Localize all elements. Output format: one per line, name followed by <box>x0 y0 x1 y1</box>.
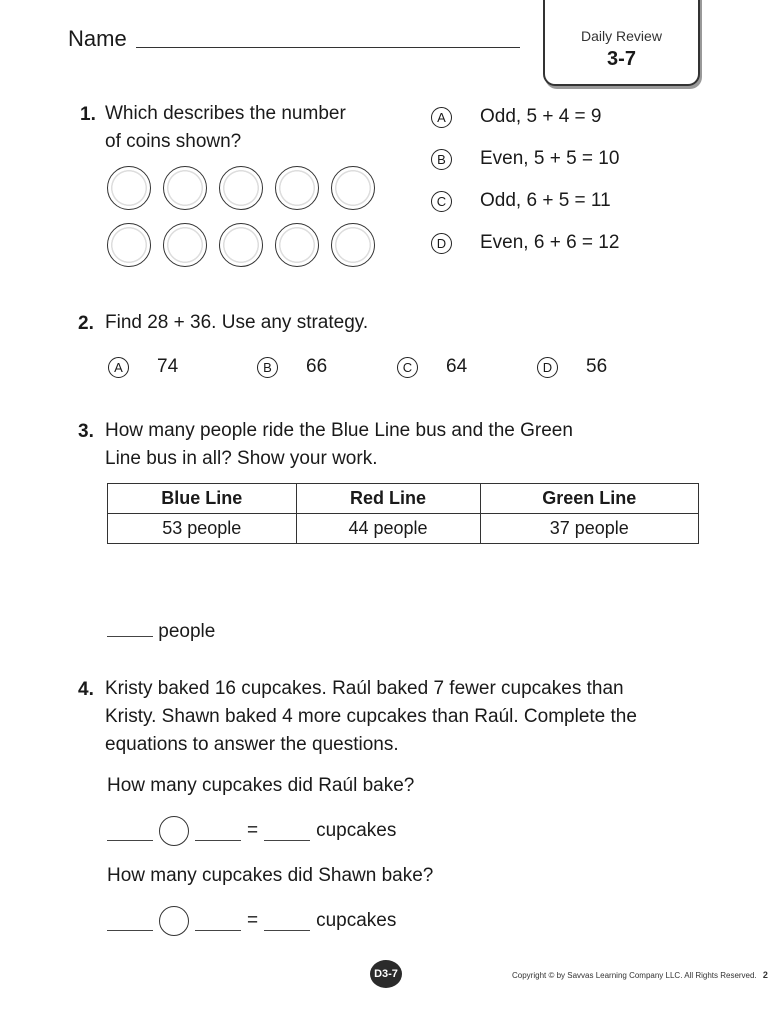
q4-subquestion-2: How many cupcakes did Shawn bake? <box>107 865 434 886</box>
question-1-line-2: of coins shown? <box>105 131 242 152</box>
q1-option-a[interactable] <box>431 106 601 128</box>
name-label: Name <box>68 26 127 51</box>
option-text: 66 <box>306 356 328 377</box>
option-text: 74 <box>157 356 179 377</box>
equation-blank[interactable] <box>264 822 310 841</box>
question-4-line-2: Kristy. Shawn baked 4 more cupcakes than Raúl. Complete the <box>105 706 637 727</box>
question-3-line-1: How many people ride the Blue Line bus and the Green <box>105 420 573 441</box>
question-3-number: 3. <box>78 421 94 442</box>
table-cell: 37 people <box>480 514 698 544</box>
equation-blank[interactable] <box>195 822 241 841</box>
q4-subquestion-1: How many cupcakes did Raúl bake? <box>107 775 415 796</box>
q1-option-d[interactable] <box>431 232 619 254</box>
question-1-text <box>105 100 346 156</box>
lesson-badge: D3-7 <box>370 960 402 988</box>
q1-option-b[interactable] <box>431 148 619 170</box>
table-row <box>108 514 699 544</box>
q3-answer-blank[interactable] <box>107 618 153 637</box>
penny-icon <box>275 166 319 210</box>
penny-icon <box>275 223 319 267</box>
question-1-number: 1. <box>80 104 96 125</box>
q2-option-c[interactable] <box>397 356 467 378</box>
table-cell: 44 people <box>296 514 480 544</box>
option-letter-c: C <box>397 357 418 378</box>
daily-review-title: Daily Review <box>581 28 662 44</box>
option-letter-d: D <box>537 357 558 378</box>
page-number: 2 <box>762 970 768 980</box>
equation-blank[interactable] <box>107 912 153 931</box>
option-letter-b: B <box>431 149 452 170</box>
question-1-line-1: Which describes the number <box>105 103 346 124</box>
equation-blank[interactable] <box>107 822 153 841</box>
equation-unit: cupcakes <box>316 910 397 931</box>
q3-answer-line <box>107 618 215 643</box>
penny-icon <box>331 166 375 210</box>
q4-equation-2 <box>107 906 396 936</box>
equation-unit: cupcakes <box>316 820 397 841</box>
option-letter-a: A <box>108 357 129 378</box>
table-header-row <box>108 484 699 514</box>
penny-icon <box>163 223 207 267</box>
question-4-line-1: Kristy baked 16 cupcakes. Raúl baked 7 fewer cupcakes than <box>105 678 624 699</box>
option-text: Even, 6 + 6 = 12 <box>480 232 620 253</box>
equation-blank[interactable] <box>195 912 241 931</box>
option-letter-d: D <box>431 233 452 254</box>
option-text: 56 <box>586 356 608 377</box>
question-3-text <box>105 417 573 473</box>
question-4-number: 4. <box>78 679 94 700</box>
option-text: Odd, 6 + 5 = 11 <box>480 190 611 211</box>
penny-icon <box>107 166 151 210</box>
option-text: 64 <box>446 356 468 377</box>
q2-option-b[interactable] <box>257 356 327 378</box>
q1-option-c[interactable] <box>431 190 611 212</box>
operator-circle[interactable] <box>159 816 189 846</box>
penny-icon <box>219 223 263 267</box>
q4-equation-1 <box>107 816 396 846</box>
equals-sign: = <box>247 910 259 931</box>
option-letter-c: C <box>431 191 452 212</box>
copyright-text: Copyright © by Savvas Learning Company LLC. All Rights Reserved. <box>512 971 757 980</box>
option-text: Even, 5 + 5 = 10 <box>480 148 620 169</box>
q2-option-a[interactable] <box>108 356 178 378</box>
penny-icon <box>163 166 207 210</box>
q3-answer-unit: people <box>158 621 216 642</box>
table-cell: 53 people <box>108 514 297 544</box>
equals-sign: = <box>247 820 259 841</box>
question-4-line-3: equations to answer the questions. <box>105 734 399 755</box>
name-input-line[interactable] <box>136 47 520 48</box>
penny-icon <box>219 166 263 210</box>
daily-review-tab <box>543 0 700 86</box>
bus-riders-table <box>107 483 699 544</box>
table-header-cell: Green Line <box>480 484 698 514</box>
equation-blank[interactable] <box>264 912 310 931</box>
penny-icon <box>107 223 151 267</box>
option-letter-b: B <box>257 357 278 378</box>
copyright-notice <box>512 970 768 980</box>
question-2-number: 2. <box>78 313 94 334</box>
operator-circle[interactable] <box>159 906 189 936</box>
daily-review-number: 3-7 <box>607 48 636 70</box>
option-text: Odd, 5 + 4 = 9 <box>480 106 602 127</box>
table-header-cell: Red Line <box>296 484 480 514</box>
question-4-text <box>105 675 637 759</box>
q2-option-d[interactable] <box>537 356 607 378</box>
penny-icon <box>331 223 375 267</box>
question-3-line-2: Line bus in all? Show your work. <box>105 448 378 469</box>
question-2-text: Find 28 + 36. Use any strategy. <box>105 312 369 333</box>
table-header-cell: Blue Line <box>108 484 297 514</box>
option-letter-a: A <box>431 107 452 128</box>
